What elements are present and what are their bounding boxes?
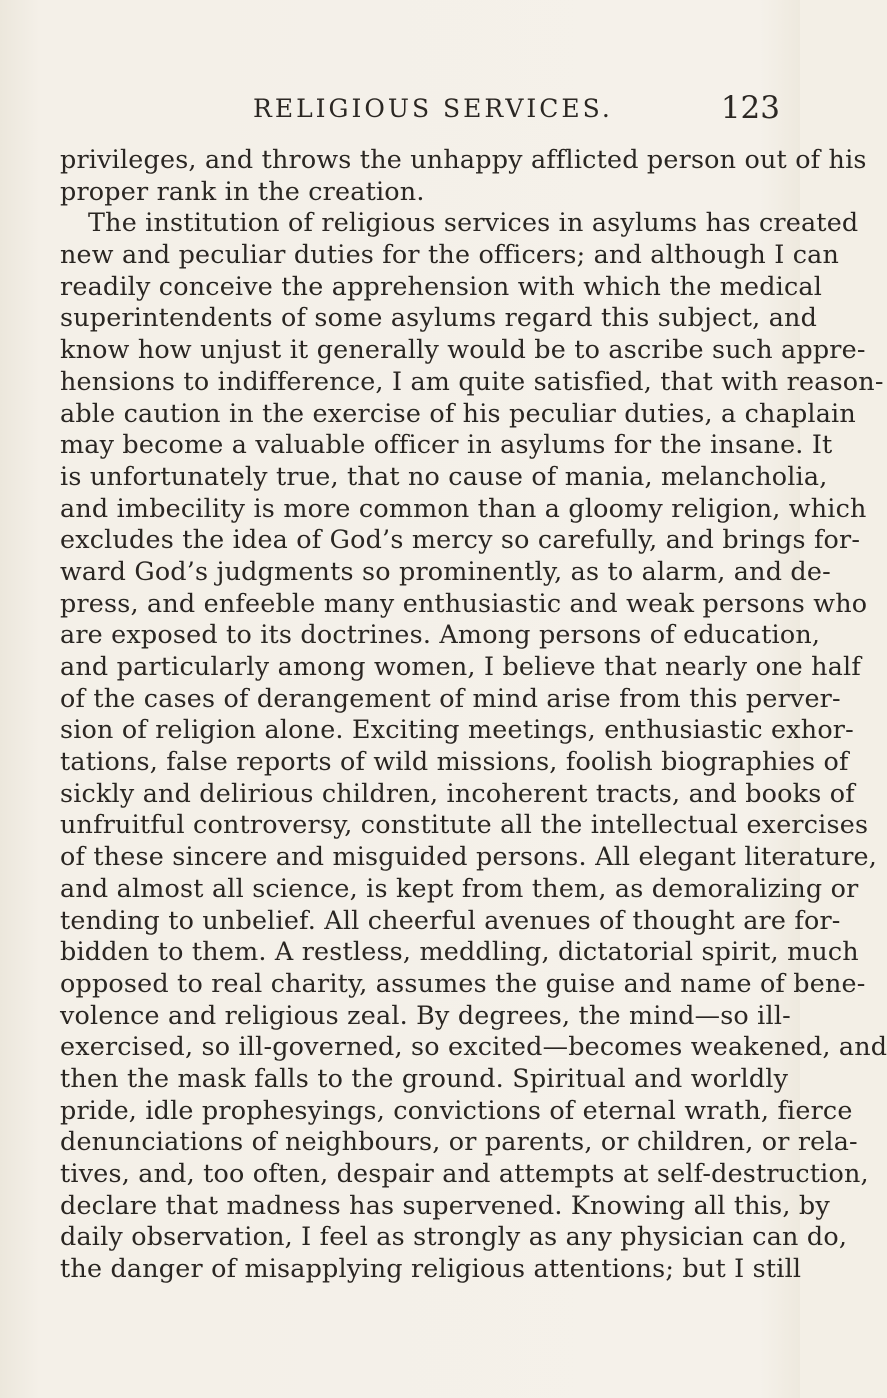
running-title: RELIGIOUS SERVICES. [253,94,613,123]
text-line: daily observation, I feel as strongly as any physician can do, [60,1221,848,1252]
text-line: volence and religious zeal. By degrees, the mind—so ill- [60,999,791,1030]
text-line: able caution in the exercise of his peculiar duties, a chaplain [60,397,856,428]
text-line: tations, false reports of wild missions, foolish biographies of [60,746,849,777]
text-line: sion of religion alone. Exciting meetings, enthusiastic exhor- [60,714,854,745]
text-line: are exposed to its doctrines. Among persons of education, [60,619,821,650]
text-line: exercised, so ill-governed, so excited—becomes weakened, and [60,1031,887,1062]
text-line: and almost all science, is kept from them, as demoralizing or [60,872,859,903]
text-line: pride, idle prophesyings, convictions of eternal wrath, fierce [60,1094,853,1125]
text-line: sickly and delirious children, incoherent tracts, and books of [60,777,855,808]
text-line: proper rank in the creation. [60,175,425,206]
text-line: and particularly among women, I believe that nearly one half [60,651,861,681]
text-line: of the cases of derangement of mind arise from this perver- [60,682,841,713]
text-line: privileges, and throws the unhappy afflicted person out of his [60,144,867,174]
text-line: press, and enfeeble many enthusiastic and weak persons who [60,587,868,618]
text-line: the danger of misapplying religious attentions; but I still [60,1253,802,1284]
text-line: readily conceive the apprehension with which the medical [60,270,823,301]
text-line: The institution of religious services in asylums has created [88,207,859,238]
text-line: and imbecility is more common than a gloomy religion, which [60,492,867,523]
text-line: is unfortunately true, that no cause of mania, melancholia, [60,460,828,491]
text-line: unfruitful controversy, constitute all the intellectual exercises [60,809,869,840]
text-line: opposed to real charity, assumes the guise and name of bene- [60,967,866,998]
text-line: superintendents of some asylums regard this subject, and [60,302,818,333]
text-line: may become a valuable officer in asylums for the insane. It [60,429,833,460]
text-line: hensions to indifference, I am quite satisfied, that with reason- [60,365,884,396]
text-line: excludes the idea of God’s mercy so carefully, and brings for- [60,524,861,555]
running-head [60,90,780,130]
text-line: ward God’s judgments so prominently, as to alarm, and de- [60,555,831,586]
text-line: declare that madness has supervened. Knowing all this, by [60,1189,830,1220]
text-line: denunciations of neighbours, or parents, or children, or rela- [60,1126,858,1157]
text-line: of these sincere and misguided persons. All elegant literature, [60,841,878,872]
text-line: bidden to them. A restless, meddling, dictatorial spirit, much [60,936,859,967]
text-line: then the mask falls to the ground. Spiritual and worldly [60,1062,789,1093]
text-line: new and peculiar duties for the officers; and although I can [60,239,840,270]
text-line: know how unjust it generally would be to ascribe such appre- [60,334,866,365]
text-line: tending to unbelief. All cheerful avenues of thought are for- [60,904,841,935]
body-text [60,144,887,1285]
text-line: tives, and, too often, despair and attempts at self-destruction, [60,1158,869,1188]
page-number: 123 [720,90,780,126]
